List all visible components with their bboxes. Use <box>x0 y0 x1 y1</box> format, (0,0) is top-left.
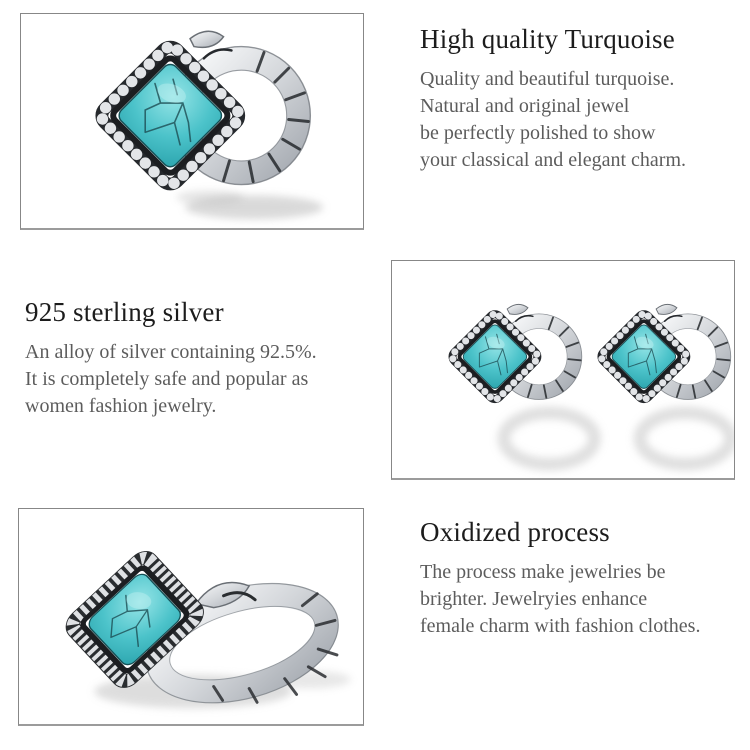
section-high-quality-turquoise <box>420 24 740 174</box>
soft-shadow <box>176 191 243 205</box>
section-925-sterling-silver <box>25 297 385 420</box>
body-high-quality-turquoise <box>420 66 740 174</box>
body-line: be perfectly polished to show <box>420 121 656 144</box>
product-photo-earring-pair <box>391 260 735 480</box>
earring-front-view <box>98 31 311 188</box>
earring-side-illustration <box>19 509 363 724</box>
body-925-sterling-silver <box>25 339 385 420</box>
body-line: An alloy of silver containing 92.5%. <box>25 340 317 363</box>
heading-high-quality-turquoise: High quality Turquoise <box>420 24 675 54</box>
body-line: The process make jewelries be <box>420 560 666 583</box>
section-oxidized-process <box>420 517 750 640</box>
body-line: It is completely safe and popular as <box>25 367 309 390</box>
product-photo-single-earring <box>20 13 364 230</box>
ring-shadow <box>504 413 595 464</box>
product-photo-earring-side <box>18 508 364 726</box>
earring-front-view-left <box>450 304 582 401</box>
body-line: Quality and beautiful turquoise. <box>420 67 675 90</box>
body-line: women fashion jewelry. <box>25 394 217 417</box>
heading-oxidized-process: Oxidized process <box>420 517 610 547</box>
body-line: Natural and original jewel <box>420 94 630 117</box>
earring-front-illustration <box>21 14 363 228</box>
body-line: female charm with fashion clothes. <box>420 614 701 637</box>
body-oxidized-process <box>420 559 750 640</box>
earring-front-view-right <box>599 304 731 401</box>
body-line: brighter. Jewelryies enhance <box>420 587 648 610</box>
body-line: your classical and elegant charm. <box>420 148 686 171</box>
ring-shadow <box>640 413 731 464</box>
heading-925-sterling-silver: 925 sterling silver <box>25 297 224 327</box>
earring-pair-illustration <box>392 261 734 478</box>
